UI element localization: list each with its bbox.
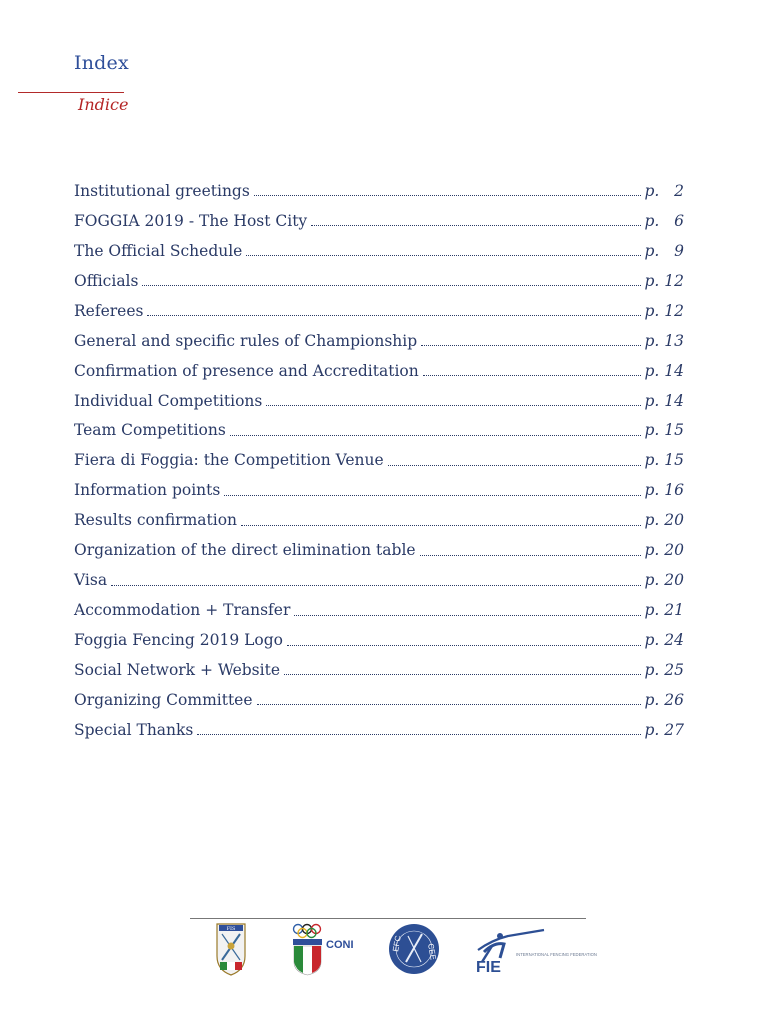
toc-leader-dots <box>257 704 641 705</box>
svg-text:EFC: EFC <box>391 935 403 953</box>
toc-entry-label: Individual Competitions <box>74 391 263 410</box>
fie-logo <box>474 922 597 976</box>
toc-leader-dots <box>388 465 641 466</box>
toc-entry-label: Fiera di Foggia: the Competition Venue <box>74 451 384 470</box>
toc-entry-label: Referees <box>74 301 144 320</box>
toc-entry-page: p. 25 <box>644 660 684 679</box>
toc-leader-dots <box>197 734 640 735</box>
fis-logo-text: FIS <box>226 926 236 932</box>
toc-entry-label: Accommodation + Transfer <box>74 601 291 620</box>
toc-leader-dots <box>421 345 640 346</box>
toc-leader-dots <box>423 375 641 376</box>
toc-entry-label: Organization of the direct elimination table <box>74 541 416 560</box>
table-of-contents <box>74 176 684 745</box>
toc-leader-dots <box>246 255 640 256</box>
toc-entry-page: p. 14 <box>644 361 684 380</box>
page-title: Index <box>74 52 129 74</box>
toc-entry-label: Organizing Committee <box>74 690 253 709</box>
toc-entry[interactable] <box>74 386 684 416</box>
coni-logo-text: CONI <box>326 939 354 951</box>
toc-entry[interactable] <box>74 266 684 296</box>
toc-entry-page: p. 20 <box>644 541 684 560</box>
toc-entry-label: Foggia Fencing 2019 Logo <box>74 631 283 650</box>
toc-entry-page: p. 12 <box>644 301 684 320</box>
toc-entry-page: p. 16 <box>644 481 684 500</box>
toc-entry-label: Visa <box>74 571 108 590</box>
svg-text:CEE: CEE <box>426 942 438 961</box>
toc-entry-page: p. 15 <box>644 451 684 470</box>
toc-leader-dots <box>266 405 640 406</box>
toc-leader-dots <box>111 585 640 586</box>
fie-logo-text: FIE <box>476 959 501 976</box>
efc-cee-logo <box>388 922 440 976</box>
toc-leader-dots <box>420 555 641 556</box>
toc-leader-dots <box>284 674 641 675</box>
toc-entry[interactable] <box>74 505 684 535</box>
toc-leader-dots <box>294 615 640 616</box>
toc-entry-page: p. 2 <box>644 181 684 200</box>
toc-entry-page: p. 21 <box>644 601 684 620</box>
toc-entry-label: Results confirmation <box>74 511 238 530</box>
toc-entry[interactable] <box>74 625 684 655</box>
toc-entry-page: p. 27 <box>644 720 684 739</box>
toc-entry[interactable] <box>74 356 684 386</box>
toc-entry[interactable] <box>74 416 684 446</box>
toc-entry-page: p. 6 <box>644 211 684 230</box>
toc-entry-label: The Official Schedule <box>74 241 243 260</box>
toc-entry-page: p. 20 <box>644 571 684 590</box>
toc-entry-label: General and specific rules of Championship <box>74 331 418 350</box>
toc-entry-label: Special Thanks <box>74 720 194 739</box>
toc-entry-label: Information points <box>74 481 221 500</box>
toc-entry[interactable] <box>74 475 684 505</box>
toc-entry[interactable] <box>74 206 684 236</box>
toc-entry[interactable] <box>74 296 684 326</box>
toc-entry[interactable] <box>74 535 684 565</box>
toc-entry-page: p. 13 <box>644 331 684 350</box>
toc-entry[interactable] <box>74 326 684 356</box>
footer-divider <box>190 918 586 919</box>
toc-entry-page: p. 24 <box>644 631 684 650</box>
toc-entry[interactable] <box>74 176 684 206</box>
toc-leader-dots <box>287 645 641 646</box>
title-underline <box>18 92 124 93</box>
toc-entry-label: Social Network + Website <box>74 660 280 679</box>
coni-logo <box>290 922 360 976</box>
toc-leader-dots <box>224 495 640 496</box>
page-subtitle: Indice <box>78 95 129 114</box>
toc-leader-dots <box>241 525 640 526</box>
toc-entry-label: Officials <box>74 271 139 290</box>
toc-leader-dots <box>147 315 640 316</box>
toc-entry-label: Confirmation of presence and Accreditation <box>74 361 419 380</box>
toc-entry[interactable] <box>74 445 684 475</box>
toc-entry-page: p. 15 <box>644 421 684 440</box>
footer-logos <box>190 922 597 982</box>
toc-entry-page: p. 14 <box>644 391 684 410</box>
fie-logo-caption: INTERNATIONAL FENCING FEDERATION <box>516 952 597 957</box>
toc-leader-dots <box>311 225 640 226</box>
fis-logo <box>216 922 246 976</box>
toc-entry-label: Team Competitions <box>74 421 226 440</box>
toc-entry[interactable] <box>74 595 684 625</box>
toc-entry[interactable] <box>74 685 684 715</box>
toc-leader-dots <box>230 435 641 436</box>
toc-entry-page: p. 9 <box>644 241 684 260</box>
toc-entry-label: Institutional greetings <box>74 181 250 200</box>
toc-leader-dots <box>254 195 641 196</box>
toc-entry[interactable] <box>74 715 684 745</box>
toc-entry[interactable] <box>74 236 684 266</box>
toc-entry-page: p. 12 <box>644 271 684 290</box>
toc-entry-label: FOGGIA 2019 - The Host City <box>74 211 308 230</box>
toc-entry[interactable] <box>74 565 684 595</box>
toc-entry-page: p. 26 <box>644 690 684 709</box>
toc-leader-dots <box>142 285 640 286</box>
toc-entry-page: p. 20 <box>644 511 684 530</box>
toc-entry[interactable] <box>74 655 684 685</box>
